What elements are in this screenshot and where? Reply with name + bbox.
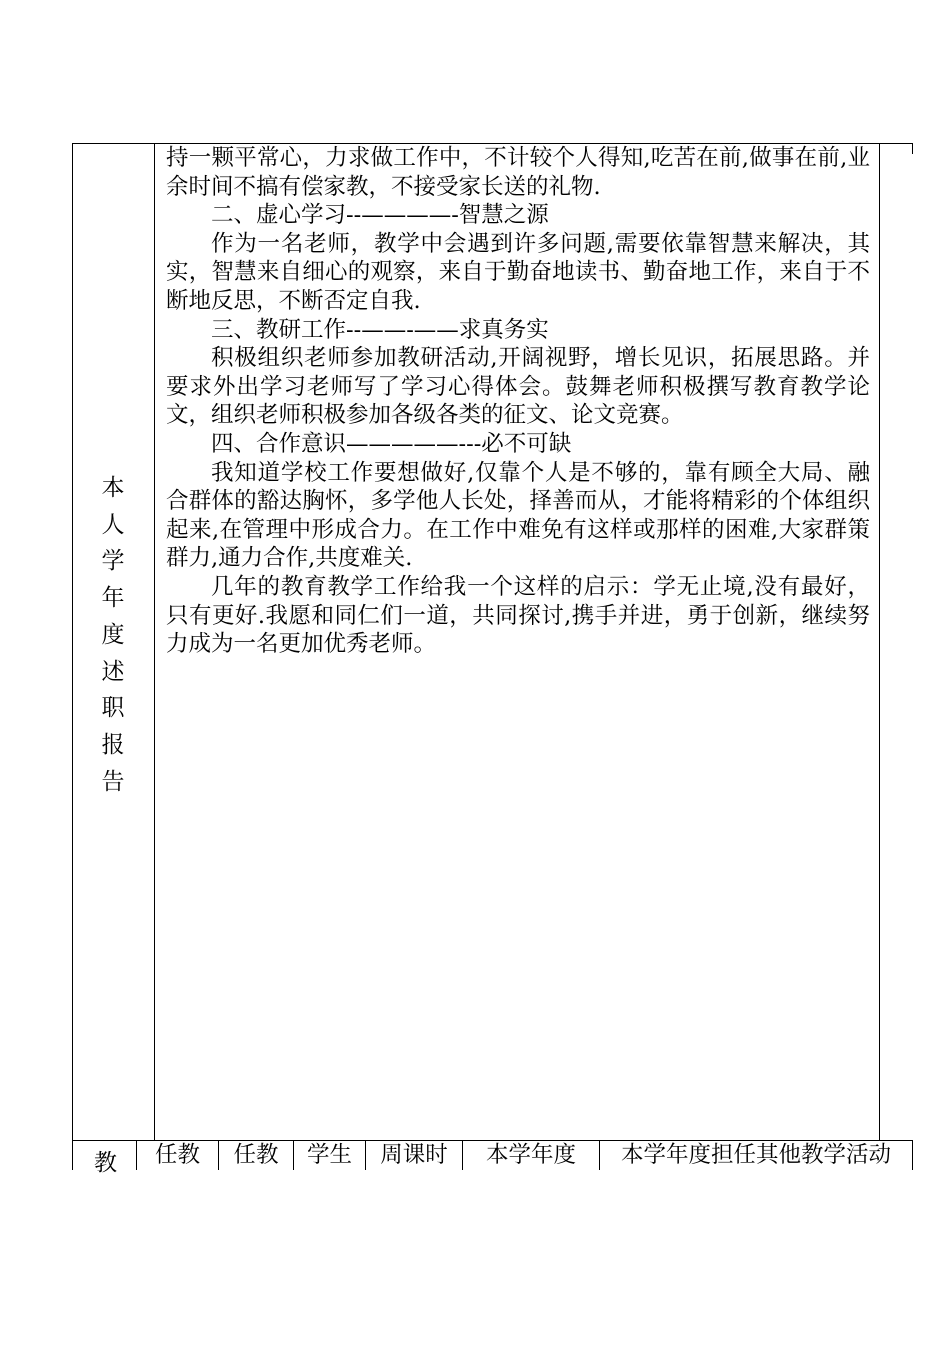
report-body bbox=[166, 144, 870, 659]
side-label-char: 报 bbox=[101, 731, 125, 758]
side-label-char: 职 bbox=[101, 695, 125, 722]
paragraph: 持一颗平常心，力求做工作中，不计较个人得知,吃苦在前,做事在前,业余时间不搞有偿家教，不接受家长送的礼物. bbox=[166, 145, 870, 200]
table-right-border bbox=[912, 143, 913, 154]
side-label-char: 学 bbox=[101, 548, 125, 575]
paragraph: 作为一名老师，教学中会遇到许多问题,需要依靠智慧来解决，其实，智慧来自细心的观察，来自于勤奋地读书、勤奋地工作，来自于不断地反思，不断否定自我. bbox=[166, 230, 870, 314]
label-column-divider bbox=[154, 143, 155, 1140]
header-cell: 学生 bbox=[306, 1142, 352, 1168]
side-label-char: 述 bbox=[101, 658, 125, 685]
paragraph: 我知道学校工作要想做好,仅靠个人是不够的，靠有顾全大局、融合群体的豁达胸怀，多学他人长处，择善而从，才能将精彩的个体组织起来,在管理中形成合力。在工作中难免有这样或那样的困难,大家群策群力,通力合作,共度难关. bbox=[166, 459, 870, 572]
header-cell: 本学年度担任其他教学活动 bbox=[620, 1142, 891, 1168]
side-label-char: 度 bbox=[101, 621, 125, 648]
header-cell: 任教 bbox=[233, 1142, 279, 1168]
header-cell: 本学年度 bbox=[485, 1142, 576, 1168]
section-heading: 三、教研工作--——-——求真务实 bbox=[211, 316, 549, 343]
side-label-char: 本 bbox=[101, 475, 125, 501]
side-label-char: 年 bbox=[101, 585, 125, 612]
side-label-char: 告 bbox=[101, 768, 125, 795]
report-title-vertical bbox=[72, 470, 154, 800]
content-right-border bbox=[879, 143, 880, 1140]
teaching-row-label: 教 bbox=[94, 1150, 117, 1176]
header-cell: 周课时 bbox=[380, 1142, 448, 1168]
teaching-header-row bbox=[0, 1140, 950, 1170]
paragraph: 积极组织老师参加教研活动,开阔视野，增长见识，拓展思路。并要求外出学习老师写了学习心得体会。鼓舞老师积极撰写教育教学论文，组织老师积极参加各级各类的征文、论文竞赛。 bbox=[166, 345, 870, 429]
header-cell: 任教 bbox=[154, 1142, 200, 1168]
paragraph: 几年的教育教学工作给我一个这样的启示：学无止境,没有最好，只有更好.我愿和同仁们一道，共同探讨,携手并进，勇于创新，继续努力成为一名更加优秀老师。 bbox=[166, 573, 870, 658]
section-heading: 二、虚心学习--————-智慧之源 bbox=[211, 202, 549, 229]
side-label-char: 人 bbox=[101, 511, 125, 538]
section-heading: 四、合作意识—————---必不可缺 bbox=[211, 430, 572, 457]
